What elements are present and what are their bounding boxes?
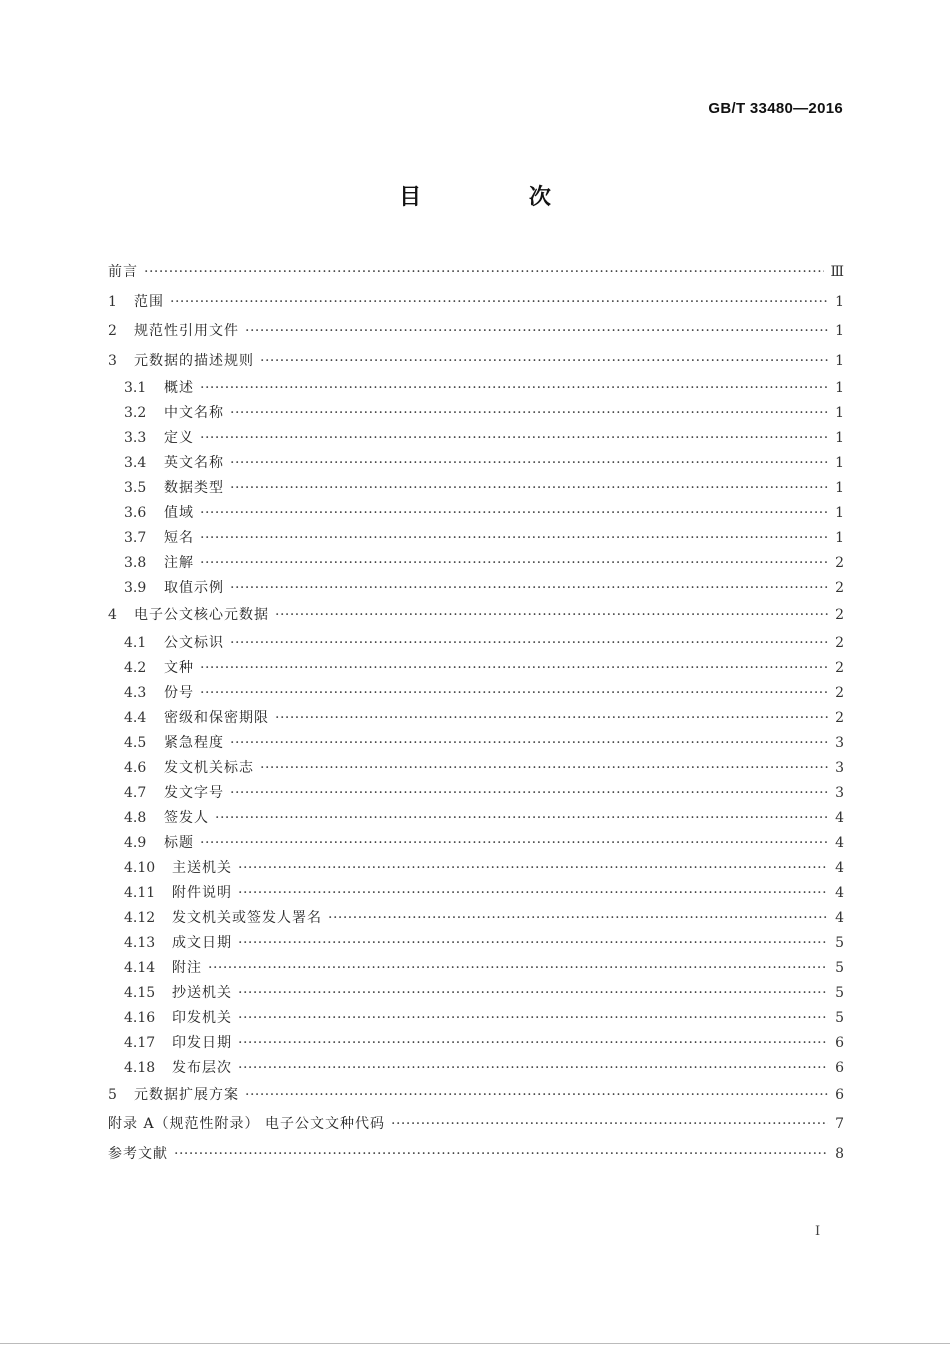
toc-entry-page: 6 [835, 1086, 844, 1103]
toc-entry-number: 3.5 [124, 480, 147, 496]
toc-entry-page: 4 [835, 859, 844, 876]
toc-entry[interactable] [108, 731, 844, 756]
toc-entry-page: 6 [835, 1034, 844, 1051]
toc-entry[interactable] [108, 288, 844, 318]
toc-entry[interactable] [108, 258, 844, 288]
dot-leader [230, 731, 828, 756]
toc-entry-label: 参考文献 [108, 1145, 168, 1162]
toc-entry-label: 取值示例 [164, 580, 224, 596]
toc-entry-label: 定义 [164, 430, 194, 446]
toc-entry[interactable] [108, 347, 844, 377]
dot-leader [200, 376, 828, 401]
toc-entry-label: 注解 [164, 555, 194, 571]
toc-entry[interactable] [108, 631, 844, 656]
footer-page-number: I [815, 1224, 821, 1239]
standard-code: GB/T 33480—2016 [708, 100, 843, 117]
toc-entry-label: 英文名称 [164, 455, 224, 471]
dot-leader [238, 1006, 828, 1031]
dot-leader [260, 347, 828, 377]
dot-leader [200, 656, 828, 681]
toc-entry-page: 3 [835, 784, 844, 801]
dot-leader [215, 806, 828, 831]
dot-leader [170, 288, 828, 318]
toc-entry[interactable] [108, 981, 844, 1006]
toc-entry[interactable] [108, 1081, 844, 1111]
toc-entry-page: 5 [835, 1009, 844, 1026]
dot-leader [238, 856, 828, 881]
toc-entry[interactable] [108, 476, 844, 501]
toc-entry-label: 值域 [164, 505, 194, 521]
toc-entry-number: 1 [108, 293, 117, 310]
toc-entry-label: 印发日期 [172, 1034, 232, 1051]
toc-entry-number: 4.2 [124, 659, 147, 676]
dot-leader [391, 1110, 828, 1140]
dot-leader [238, 931, 828, 956]
toc-entry-number: 4.13 [124, 934, 156, 951]
toc-entry[interactable] [108, 1056, 844, 1081]
dot-leader [200, 526, 828, 551]
toc-entry[interactable] [108, 1031, 844, 1056]
dot-leader [238, 1056, 828, 1081]
toc-entry[interactable] [108, 1140, 844, 1170]
toc-entry-number: 4.10 [124, 859, 156, 876]
toc-entry-number: 4.15 [124, 984, 156, 1001]
toc-entry-number: 2 [108, 323, 117, 339]
toc-entry-number: 4.18 [124, 1059, 156, 1076]
toc-entry-label: 标题 [164, 834, 194, 851]
toc-entry-number: 3 [108, 352, 117, 369]
toc-entry-label: 元数据的描述规则 [134, 352, 254, 369]
toc-entry-number: 3.3 [124, 430, 147, 446]
toc-entry-number: 4.17 [124, 1034, 156, 1051]
toc-entry[interactable] [108, 906, 844, 931]
dot-leader [200, 831, 828, 856]
dot-leader [275, 601, 828, 631]
toc-entry-number: 4.1 [124, 634, 147, 651]
dot-leader [174, 1140, 828, 1170]
toc-entry-label: 份号 [164, 684, 194, 701]
toc-entry[interactable] [108, 781, 844, 806]
toc-entry[interactable] [108, 756, 844, 781]
dot-leader [200, 426, 828, 451]
toc-entry[interactable] [108, 451, 844, 476]
dot-leader [328, 906, 828, 931]
toc-entry-number: 3.4 [124, 455, 147, 471]
toc-entry-page: 2 [835, 634, 844, 651]
toc-entry-label: 数据类型 [164, 480, 224, 496]
dot-leader [275, 706, 828, 731]
toc-entry[interactable] [108, 706, 844, 731]
toc-entry-label: 发文机关标志 [164, 759, 254, 776]
toc-entry-page: 4 [835, 909, 844, 926]
dot-leader [200, 551, 828, 576]
toc-entry-number: 3.2 [124, 405, 147, 421]
toc-entry-page: 2 [835, 555, 844, 571]
toc-entry-number: 4.8 [124, 809, 147, 826]
toc-entry-label: 前言 [108, 264, 138, 280]
dot-leader [230, 781, 828, 806]
toc-entry-page: 1 [835, 352, 844, 369]
toc-entry-page: 1 [835, 505, 844, 521]
toc-entry[interactable] [108, 601, 844, 631]
toc-entry-label: 签发人 [164, 809, 209, 826]
toc-entry-page: 3 [835, 759, 844, 776]
toc-entry[interactable] [108, 426, 844, 451]
dot-leader [245, 1081, 828, 1111]
toc-entry[interactable] [108, 526, 844, 551]
toc-entry-label: 主送机关 [172, 859, 232, 876]
toc-entry-number: 4.7 [124, 784, 147, 801]
toc-entry-page: 1 [835, 455, 844, 471]
toc-entry-page: 1 [835, 480, 844, 496]
toc-entry[interactable] [108, 856, 844, 881]
toc-entry-label: 短名 [164, 530, 194, 546]
toc-entry-page: 4 [835, 884, 844, 901]
toc-entry-number: 3.1 [124, 380, 147, 396]
table-of-contents [108, 258, 844, 1169]
toc-entry[interactable] [108, 376, 844, 401]
dot-leader [245, 317, 828, 347]
toc-entry-number: 3.9 [124, 580, 147, 596]
page-bottom-edge [0, 1343, 950, 1344]
dot-leader [200, 681, 828, 706]
dot-leader [230, 476, 828, 501]
toc-entry-number: 4.14 [124, 959, 156, 976]
dot-leader [238, 981, 828, 1006]
toc-entry-page: 6 [835, 1059, 844, 1076]
dot-leader [208, 956, 828, 981]
toc-entry[interactable] [108, 656, 844, 681]
toc-entry-page: 8 [835, 1145, 844, 1162]
toc-entry-page: Ⅲ [830, 264, 844, 280]
dot-leader [238, 1031, 828, 1056]
toc-entry-label: 密级和保密期限 [164, 709, 269, 726]
toc-entry-number: 4.5 [124, 734, 147, 751]
toc-entry-page: 2 [835, 580, 844, 596]
toc-entry-page: 5 [835, 934, 844, 951]
toc-entry-label: 范围 [134, 293, 164, 310]
toc-entry[interactable] [108, 681, 844, 706]
toc-entry-number: 4.12 [124, 909, 156, 926]
toc-entry[interactable] [108, 551, 844, 576]
toc-entry-label: 附录 A（规范性附录） 电子公文文种代码 [108, 1116, 386, 1132]
toc-entry-number: 4.16 [124, 1009, 156, 1026]
toc-entry-page: 3 [835, 734, 844, 751]
toc-entry-page: 4 [835, 834, 844, 851]
toc-entry-label: 发文字号 [164, 784, 224, 801]
dot-leader [230, 576, 828, 601]
toc-entry-label: 印发机关 [172, 1009, 232, 1026]
toc-entry[interactable] [108, 931, 844, 956]
toc-entry-page: 1 [835, 380, 844, 396]
toc-entry-label: 电子公文核心元数据 [134, 607, 269, 623]
dot-leader [238, 881, 828, 906]
toc-entry-number: 4.3 [124, 684, 147, 701]
toc-entry-label: 元数据扩展方案 [134, 1086, 239, 1103]
toc-entry-label: 规范性引用文件 [134, 323, 239, 339]
toc-entry[interactable] [108, 831, 844, 856]
toc-entry-page: 7 [835, 1116, 844, 1132]
dot-leader [200, 501, 828, 526]
toc-entry-label: 中文名称 [164, 405, 224, 421]
toc-entry-label: 抄送机关 [172, 984, 232, 1001]
toc-entry[interactable] [108, 317, 844, 347]
toc-entry-number: 5 [108, 1086, 117, 1103]
toc-entry-number: 4.9 [124, 834, 147, 851]
toc-entry-number: 4.4 [124, 709, 147, 726]
toc-entry[interactable] [108, 806, 844, 831]
toc-entry-label: 公文标识 [164, 634, 224, 651]
toc-entry-number: 3.7 [124, 530, 147, 546]
toc-entry-page: 2 [835, 709, 844, 726]
toc-entry-number: 3.6 [124, 505, 147, 521]
dot-leader [230, 631, 828, 656]
toc-entry-number: 4.6 [124, 759, 147, 776]
dot-leader [230, 401, 828, 426]
toc-entry[interactable] [108, 1006, 844, 1031]
toc-entry-page: 4 [835, 809, 844, 826]
toc-entry-page: 5 [835, 984, 844, 1001]
dot-leader [260, 756, 828, 781]
toc-entry-page: 2 [835, 684, 844, 701]
toc-entry-page: 1 [835, 530, 844, 546]
toc-entry[interactable] [108, 401, 844, 426]
toc-entry-page: 1 [835, 293, 844, 310]
toc-entry-label: 发文机关或签发人署名 [172, 909, 322, 926]
toc-entry-number: 3.8 [124, 555, 147, 571]
toc-entry-number: 4.11 [124, 884, 156, 901]
toc-entry-label: 成文日期 [172, 934, 232, 951]
toc-entry-label: 文种 [164, 659, 194, 676]
toc-entry-number: 4 [108, 607, 117, 623]
dot-leader [144, 258, 824, 288]
toc-entry-label: 紧急程度 [164, 734, 224, 751]
toc-entry[interactable] [108, 956, 844, 981]
toc-entry-label: 附注 [172, 959, 202, 976]
page-title: 目 次 [399, 185, 601, 210]
toc-entry-page: 5 [835, 959, 844, 976]
toc-entry[interactable] [108, 576, 844, 601]
toc-entry-page: 2 [835, 607, 844, 623]
toc-entry[interactable] [108, 881, 844, 906]
toc-entry-page: 1 [835, 405, 844, 421]
toc-entry[interactable] [108, 1110, 844, 1140]
toc-entry-page: 1 [835, 430, 844, 446]
dot-leader [230, 451, 828, 476]
toc-entry-page: 2 [835, 659, 844, 676]
toc-entry-page: 1 [835, 323, 844, 339]
toc-entry-label: 附件说明 [172, 884, 232, 901]
toc-entry[interactable] [108, 501, 844, 526]
toc-entry-label: 概述 [164, 380, 194, 396]
toc-entry-label: 发布层次 [172, 1059, 232, 1076]
